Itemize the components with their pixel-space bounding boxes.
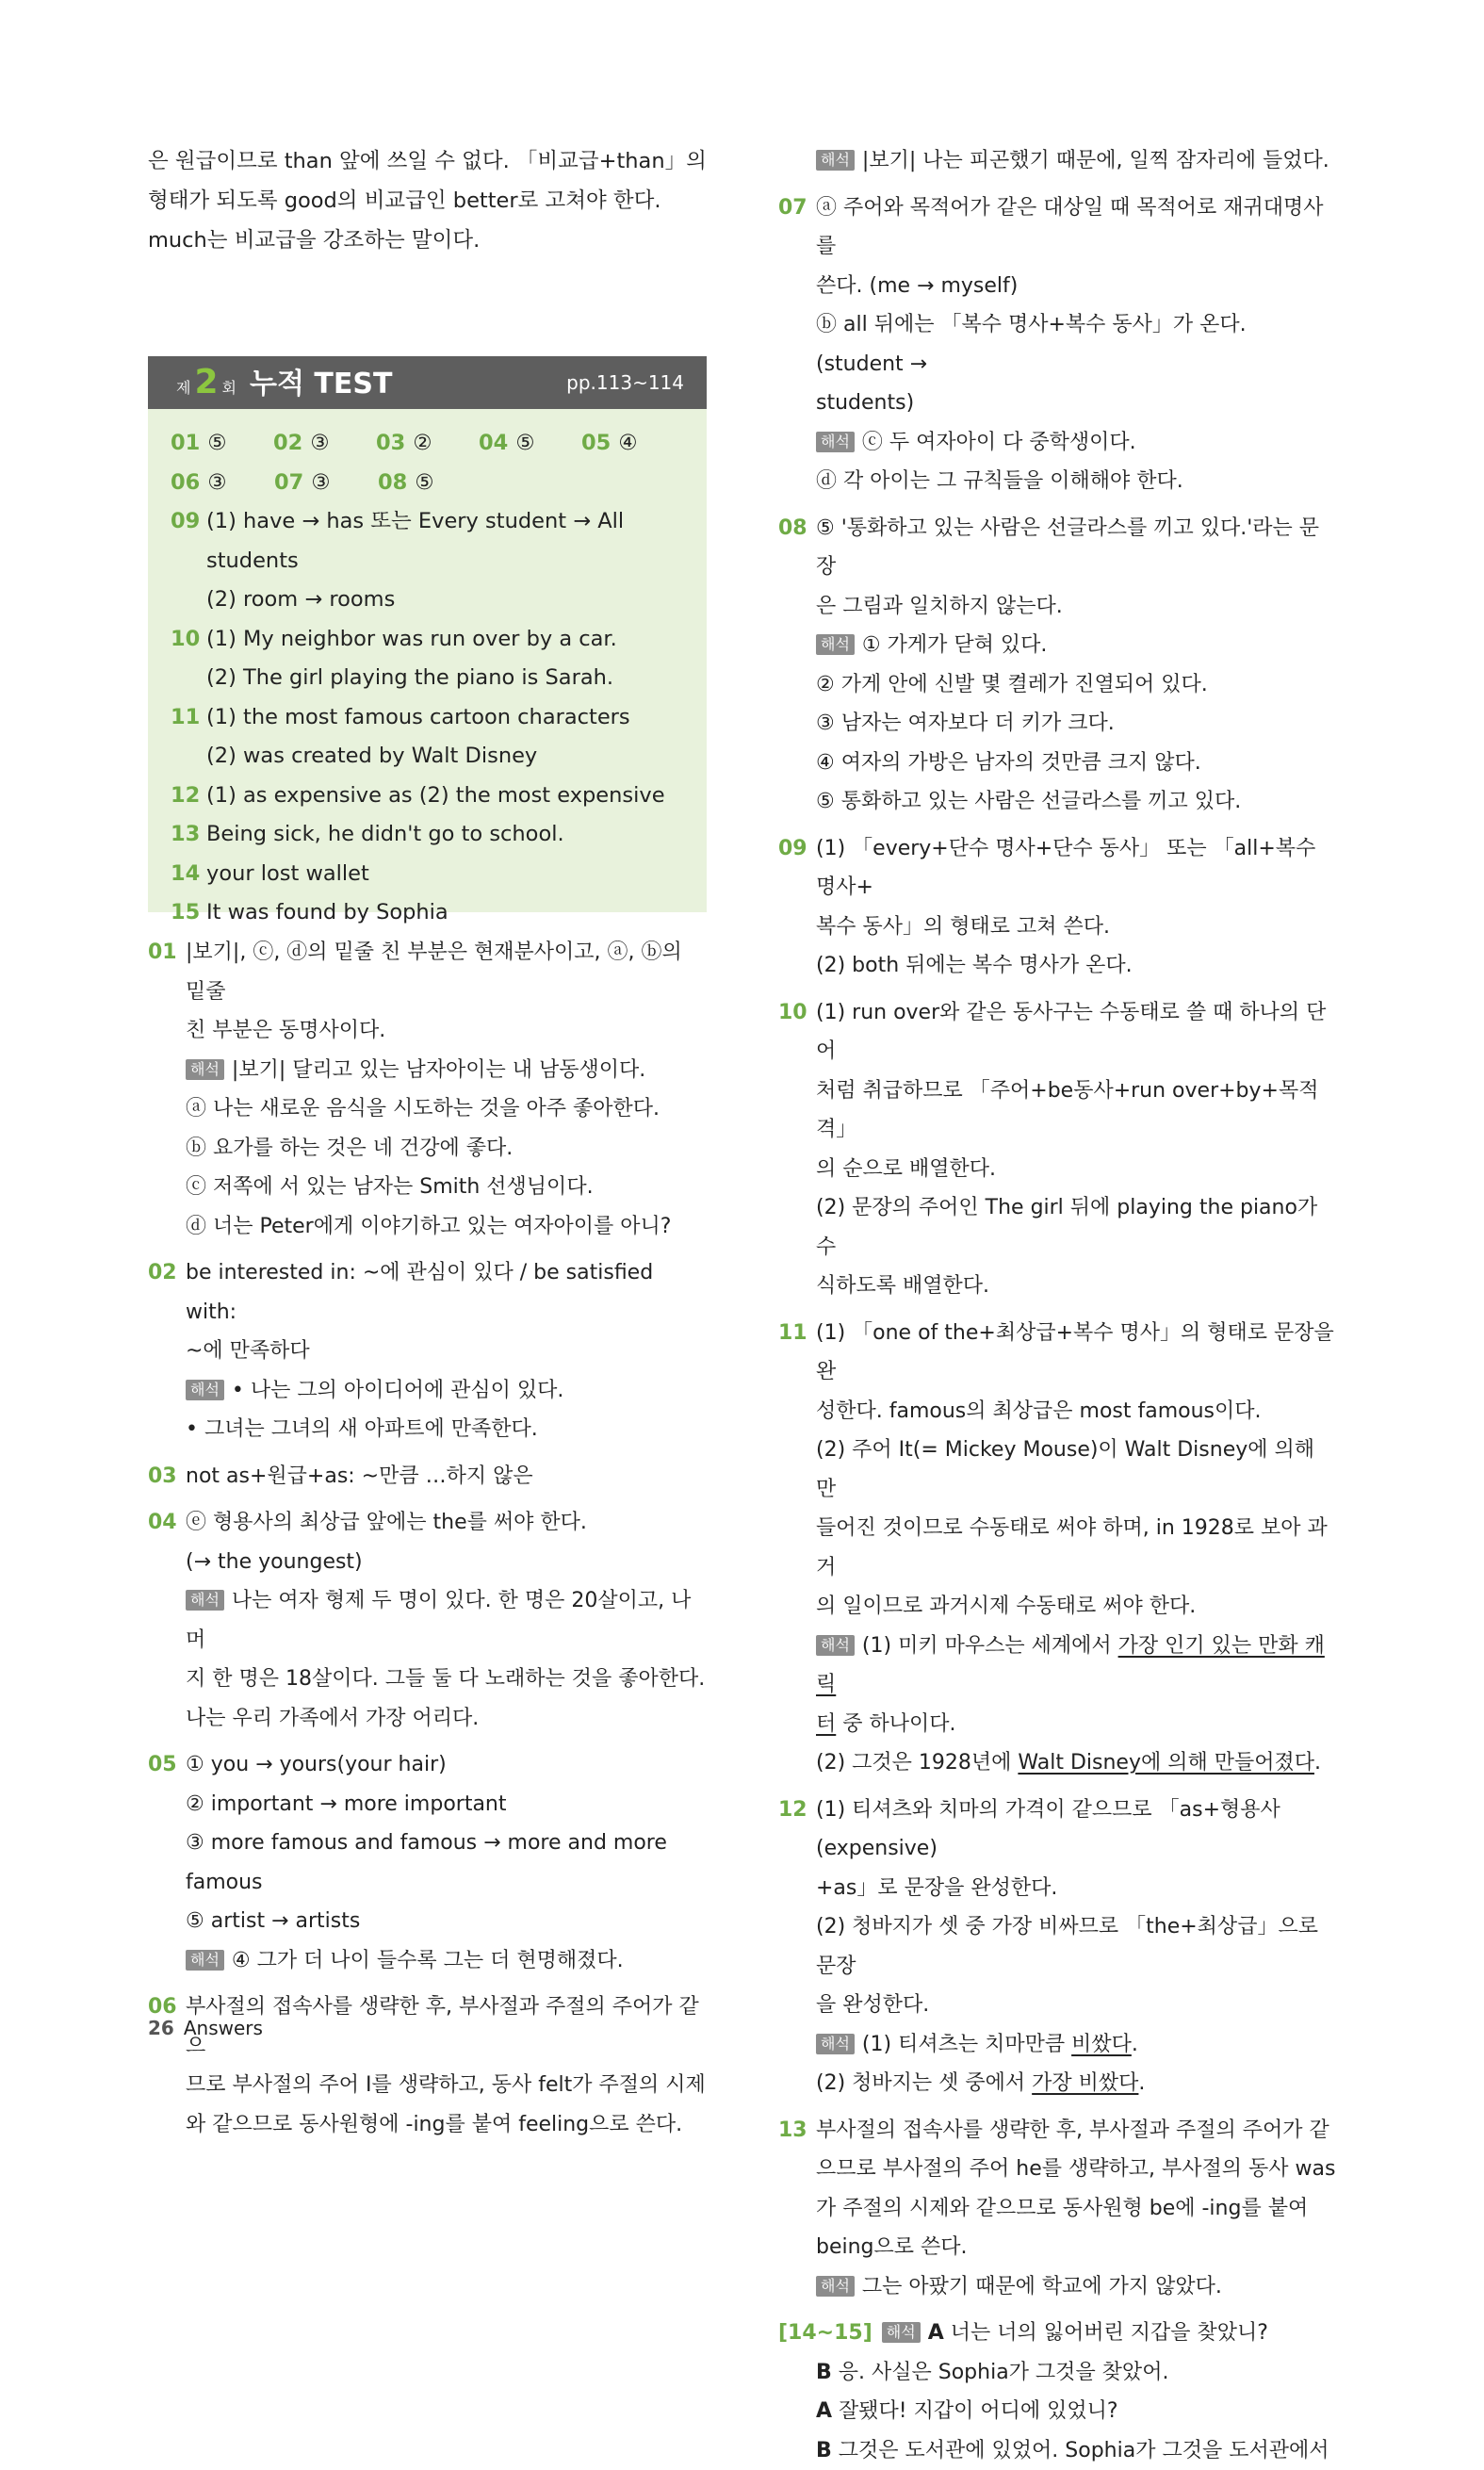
text-line: 쓴다. (me → myself): [816, 267, 1339, 306]
mc-choice: ⑤: [515, 431, 534, 455]
mc-choice: ⑤: [207, 431, 226, 455]
translation-tag: 해석: [816, 2276, 855, 2297]
answer-10: [171, 620, 684, 698]
spacer: [778, 2103, 1339, 2111]
answer-13: [171, 815, 684, 855]
text-line: (1) 티셔츠와 치마의 가격이 같으므로 「as+형용사(expensive): [816, 1791, 1339, 1869]
answer-number: 15: [171, 893, 200, 933]
text-line: 을 완성한다.: [816, 1986, 1339, 2025]
mc-answer: [376, 424, 479, 464]
text-line: [816, 1705, 1339, 1744]
text-line: 성한다. famous의 최상급은 most famous이다.: [816, 1392, 1339, 1431]
page-number: 26: [148, 2017, 174, 2039]
answer-11: [171, 698, 684, 777]
text-line: ③ 남자는 여자보다 더 키가 크다.: [816, 704, 1339, 744]
text-line: 므로 부사절의 주어 I를 생략하고, 동사 felt가 주절의 시제: [186, 2066, 709, 2105]
explanation-05: [148, 1745, 709, 1980]
text-line: ② 가게 안에 신발 몇 켤레가 진열되어 있다.: [816, 665, 1339, 705]
text-line: 들어진 것이므로 수동태로 써야 하며, in 1928로 보아 과거: [816, 1509, 1339, 1587]
explanation-11: [778, 1314, 1339, 1783]
translation-line: [816, 141, 1339, 181]
mc-choice: ②: [413, 431, 432, 455]
underlined-text: 가장 인기 있는 만화 캐릭: [816, 1634, 1325, 1697]
text-line: (2) 주어 It(= Mickey Mouse)이 Walt Disney에 의해 만: [816, 1431, 1339, 1509]
mc-number: 05: [581, 431, 611, 455]
answer-number: 11: [171, 698, 200, 738]
underlined-text: 가장 비쌌다: [1032, 2071, 1138, 2095]
answer-line: (1) My neighbor was run over by a car.: [206, 620, 684, 660]
mc-answer: [274, 464, 378, 503]
mc-answer: [171, 464, 274, 503]
text-line: ⓐ 나는 새로운 음식을 시도하는 것을 아주 좋아한다.: [186, 1089, 709, 1129]
answer-number: 12: [171, 777, 200, 816]
translation-tag: 해석: [816, 634, 855, 655]
right-column: [778, 141, 1339, 2470]
question-number: 07: [778, 188, 816, 228]
text-line: ④ 여자의 가방은 남자의 것만큼 크지 않다.: [816, 744, 1339, 783]
question-number: 05: [148, 1745, 186, 1785]
translation-line: [816, 2025, 1339, 2065]
test-body: [148, 409, 707, 933]
text: ④ 그가 더 나이 들수록 그는 더 현명해졌다.: [232, 1949, 624, 1972]
answer-line: (2) room → rooms: [206, 581, 684, 620]
question-number: 11: [778, 1314, 816, 1353]
text-line: ⓓ 너는 Peter에게 이야기하고 있는 여자아이를 아니?: [186, 1207, 709, 1247]
test-title-group: [176, 366, 392, 405]
mc-answer: [378, 464, 481, 503]
spacer: [778, 181, 1339, 188]
text-line: ① you → yours(your hair): [186, 1745, 709, 1785]
text-line: • 그녀는 그녀의 새 아파트에 만족한다.: [186, 1410, 709, 1449]
explanation-13: [778, 2111, 1339, 2307]
question-number: 08: [778, 509, 816, 548]
text: |보기| 나는 피곤했기 때문에, 일찍 잠자리에 들었다.: [862, 149, 1329, 172]
text: ⓒ 두 여자아이 다 중학생이다.: [862, 431, 1136, 454]
text-line: much는 비교급을 강조하는 말이다.: [148, 221, 709, 260]
translation-tag: 해석: [186, 1590, 224, 1611]
underlined-text: 터: [816, 1712, 836, 1736]
test-header: [148, 356, 707, 409]
text: .: [1314, 1751, 1321, 1775]
spacer: [778, 1783, 1339, 1791]
answer-number: 09: [171, 502, 200, 542]
translation-tag: 해석: [816, 150, 855, 171]
question-number: 01: [148, 933, 186, 973]
footer-label: Answers: [184, 2017, 263, 2039]
mc-answer: [171, 424, 273, 464]
text-line: [778, 2392, 1339, 2431]
mc-number: 03: [376, 431, 405, 455]
speaker-label: B: [816, 2439, 832, 2462]
question-number: 03: [148, 1457, 186, 1497]
text-line: (1) 「one of the+최상급+복수 명사」의 형태로 문장을 완: [816, 1314, 1339, 1392]
text: 너는 너의 잃어버린 지갑을 찾았니?: [944, 2321, 1268, 2345]
translation-line: [186, 1051, 709, 1090]
text: |보기| 달리고 있는 남자아이는 내 남동생이다.: [232, 1058, 645, 1082]
speaker-label: A: [816, 2399, 832, 2423]
translation-tag: 해석: [186, 1950, 224, 1971]
text-line: 으므로 부사절의 주어 he를 생략하고, 부사절의 동사 was: [816, 2150, 1339, 2189]
explanation-03: [148, 1457, 709, 1497]
answer-14: [171, 855, 684, 894]
answer-line: your lost wallet: [206, 855, 684, 894]
text-line: 가 주절의 시제와 같으므로 동사원형 be에 -ing를 붙여: [816, 2189, 1339, 2229]
translation-tag: 해석: [186, 1380, 224, 1400]
text-line: 은 그림과 일치하지 않는다.: [816, 587, 1339, 627]
explanation-08: [778, 509, 1339, 822]
explanation-06-cont: [778, 141, 1339, 181]
text-line: [816, 1743, 1339, 1783]
mc-answer: [479, 424, 581, 464]
text-line: [816, 2064, 1339, 2103]
translation-line: [186, 1581, 709, 1660]
test-pages: pp.113~114: [566, 371, 684, 394]
text-line: [778, 2314, 1339, 2353]
explanation-01: [148, 933, 709, 1246]
spacer: [148, 1738, 709, 1745]
text: 그것은 도서관에 있었어. Sophia가 그것을 도서관에서: [832, 2439, 1329, 2462]
mc-number: 02: [273, 431, 302, 455]
text-line: ⑤ '통화하고 있는 사람은 선글라스를 끼고 있다.'라는 문장: [816, 509, 1339, 587]
mc-number: 04: [479, 431, 508, 455]
text-line: 지 한 명은 18살이다. 그들 둘 다 노래하는 것을 좋아한다.: [186, 1660, 709, 1699]
translation-tag: 해석: [186, 1059, 224, 1080]
text-line: 의 순으로 배열한다.: [816, 1150, 1339, 1189]
text-line: (→ the youngest): [186, 1543, 709, 1582]
text-line: 형태가 되도록 good의 비교급인 better로 고쳐야 한다.: [148, 181, 709, 221]
text-line: 복수 동사」의 형태로 고쳐 쓴다.: [816, 908, 1339, 947]
question-number: [14~15]: [778, 2314, 872, 2353]
text: 그는 아팠기 때문에 학교에 가지 않았다.: [862, 2275, 1222, 2298]
question-number: 09: [778, 829, 816, 869]
translation-tag: 해석: [816, 432, 855, 452]
translation-line: [816, 1627, 1339, 1705]
text-line: [778, 2353, 1339, 2393]
text-line: be interested in: ~에 관심이 있다 / be satisfied with:: [186, 1253, 709, 1332]
text-line: (2) 청바지가 셋 중 가장 비싸므로 「the+최상급」으로 문장: [816, 1907, 1339, 1986]
text-line: students): [816, 384, 1339, 423]
spacer: [148, 1496, 709, 1503]
text-line: (2) 문장의 주어인 The girl 뒤에 playing the piano가 수: [816, 1188, 1339, 1267]
text-line: ⑤ artist → artists: [186, 1902, 709, 1941]
text-line: ⓓ 각 아이는 그 규칙들을 이해해야 한다.: [816, 462, 1339, 501]
translation-line: [186, 1371, 709, 1411]
text-line: ~에 만족하다: [186, 1332, 709, 1371]
test-title: 누적 TEST: [250, 368, 392, 401]
answer-09: [171, 502, 684, 620]
translation-line: [816, 423, 1339, 463]
translation-tag: 해석: [882, 2322, 921, 2343]
answer-12: [171, 777, 684, 816]
answer-line: It was found by Sophia: [206, 893, 684, 933]
text-line: 의 일이므로 과거시제 수동태로 써야 한다.: [816, 1587, 1339, 1627]
text-line: (1) run over와 같은 동사구는 수동태로 쓸 때 하나의 단어: [816, 993, 1339, 1071]
text-line: 식하도록 배열한다.: [816, 1267, 1339, 1306]
underlined-text: 비쌌다: [1071, 2033, 1132, 2056]
mc-number: 01: [171, 431, 200, 455]
answer-15: [171, 893, 684, 933]
text-line: 부사절의 접속사를 생략한 후, 부사절과 주절의 주어가 같: [816, 2111, 1339, 2151]
mc-row: [171, 464, 684, 503]
text: • 나는 그의 아이디어에 관심이 있다.: [232, 1379, 563, 1402]
question-number: 12: [778, 1791, 816, 1830]
mc-choice: ⑤: [415, 470, 433, 495]
text-line: |보기|, ⓒ, ⓓ의 밑줄 친 부분은 현재분사이고, ⓐ, ⓑ의 밑줄: [186, 933, 709, 1011]
spacer: [148, 1246, 709, 1253]
text-line: (1) 「every+단수 명사+단수 동사」 또는 「all+복수 명사+: [816, 829, 1339, 908]
mc-number: 08: [378, 470, 407, 495]
left-top-paragraph: [148, 141, 709, 260]
answer-line: (1) as expensive as (2) the most expensive: [206, 777, 684, 816]
answer-line: (2) was created by Walt Disney: [206, 737, 684, 777]
left-explanations: [148, 933, 709, 2144]
text-line: ⓑ all 뒤에는 「복수 명사+복수 동사」가 온다. (student →: [816, 305, 1339, 384]
answer-number: 13: [171, 815, 200, 855]
underlined-text: Walt Disney에 의해 만들어졌다: [1018, 1751, 1314, 1775]
mc-choice: ③: [310, 431, 329, 455]
question-number: 04: [148, 1503, 186, 1543]
translation-tag: 해석: [816, 1635, 855, 1656]
text-line: ⓒ 저쪽에 서 있는 남자는 Smith 선생님이다.: [186, 1168, 709, 1207]
text-line: [778, 2431, 1339, 2470]
text-line: not as+원급+as: ~만큼 …하지 않은: [186, 1457, 709, 1497]
mc-number: 06: [171, 470, 200, 495]
speaker-label: B: [816, 2361, 832, 2384]
question-number: 13: [778, 2111, 816, 2151]
text-line: ⓐ 주어와 목적어가 같은 대상일 때 목적어로 재귀대명사를: [816, 188, 1339, 267]
text-line: 은 원급이므로 than 앞에 쓰일 수 없다. 「비교급+than」의: [148, 141, 709, 181]
answer-line: Being sick, he didn't go to school.: [206, 815, 684, 855]
text: 잘됐다! 지갑이 어디에 있었니?: [832, 2399, 1118, 2423]
speaker-label: A: [928, 2321, 944, 2345]
answer-line: (1) the most famous cartoon characters: [206, 698, 684, 738]
left-column: [148, 141, 709, 260]
text-line: 와 같으므로 동사원형에 -ing를 붙여 feeling으로 쓴다.: [186, 2105, 709, 2145]
spacer: [778, 822, 1339, 829]
translation-tag: 해석: [816, 2034, 855, 2054]
explanation-14-15: [778, 2314, 1339, 2470]
text-line: ⓔ 형용사의 최상급 앞에는 the를 써야 한다.: [186, 1503, 709, 1543]
text: ① 가게가 닫혀 있다.: [862, 633, 1047, 657]
text: (2) 그것은 1928년에: [816, 1751, 1018, 1775]
text: .: [1132, 2033, 1138, 2056]
question-number: 02: [148, 1253, 186, 1293]
test-suffix: 회: [222, 379, 236, 397]
page-footer: [148, 2017, 263, 2039]
explanation-10: [778, 993, 1339, 1306]
test-prefix: 제: [176, 379, 190, 397]
mc-choice: ③: [311, 470, 330, 495]
text-line: 처럼 취급하므로 「주어+be동사+run over+by+목적격」: [816, 1071, 1339, 1150]
text-line: ③ more famous and famous → more and more famous: [186, 1824, 709, 1902]
test-answer-box: [148, 356, 707, 912]
mc-number: 07: [274, 470, 303, 495]
spacer: [148, 1980, 709, 1987]
answer-line: (1) have → has 또는 Every student → All students: [206, 502, 684, 581]
text-line: ② important → more important: [186, 1785, 709, 1824]
text: (1) 티셔츠는 치마만큼: [862, 2033, 1071, 2056]
question-number: 06: [148, 1987, 186, 2027]
text-line: being으로 쓴다.: [816, 2228, 1339, 2267]
explanation-06: [148, 1987, 709, 2144]
spacer: [778, 986, 1339, 993]
spacer: [778, 1306, 1339, 1314]
text: 나는 여자 형제 두 명이 있다. 한 명은 20살이고, 나머: [186, 1589, 691, 1652]
translation-line: [186, 1941, 709, 1981]
explanation-04: [148, 1503, 709, 1738]
text-line: (2) both 뒤에는 복수 명사가 온다.: [816, 946, 1339, 986]
answer-number: 10: [171, 620, 200, 660]
mc-choice: ③: [207, 470, 226, 495]
test-number: 2: [194, 363, 218, 401]
mc-answer: [581, 424, 684, 464]
explanation-09: [778, 829, 1339, 986]
answer-number: 14: [171, 855, 200, 894]
answer-line: (2) The girl playing the piano is Sarah.: [206, 659, 684, 698]
spacer: [778, 2306, 1339, 2314]
text: 중 하나이다.: [836, 1712, 955, 1736]
text-line: ⑤ 통화하고 있는 사람은 선글라스를 끼고 있다.: [816, 782, 1339, 822]
mc-choice: ④: [618, 431, 637, 455]
text-line: 친 부분은 동명사이다.: [186, 1011, 709, 1051]
text-line: ⓑ 요가를 하는 것은 네 건강에 좋다.: [186, 1129, 709, 1169]
explanation-02: [148, 1253, 709, 1449]
mc-answer: [273, 424, 376, 464]
explanation-12: [778, 1791, 1339, 2103]
translation-line: [816, 626, 1339, 665]
question-number: 10: [778, 993, 816, 1033]
spacer: [778, 501, 1339, 509]
text-line: 부사절의 접속사를 생략한 후, 부사절과 주절의 주어가 같으: [186, 1987, 709, 2066]
text: .: [1138, 2071, 1145, 2095]
text: (2) 청바지는 셋 중에서: [816, 2071, 1032, 2095]
text-line: +as」로 문장을 완성한다.: [816, 1869, 1339, 1908]
translation-line: [816, 2267, 1339, 2307]
mc-row: [171, 424, 684, 464]
explanation-07: [778, 188, 1339, 501]
spacer: [148, 1449, 709, 1457]
text: (1) 미키 마우스는 세계에서: [862, 1634, 1118, 1658]
text: 응. 사실은 Sophia가 그것을 찾았어.: [832, 2361, 1169, 2384]
text-line: 나는 우리 가족에서 가장 어리다.: [186, 1699, 709, 1739]
